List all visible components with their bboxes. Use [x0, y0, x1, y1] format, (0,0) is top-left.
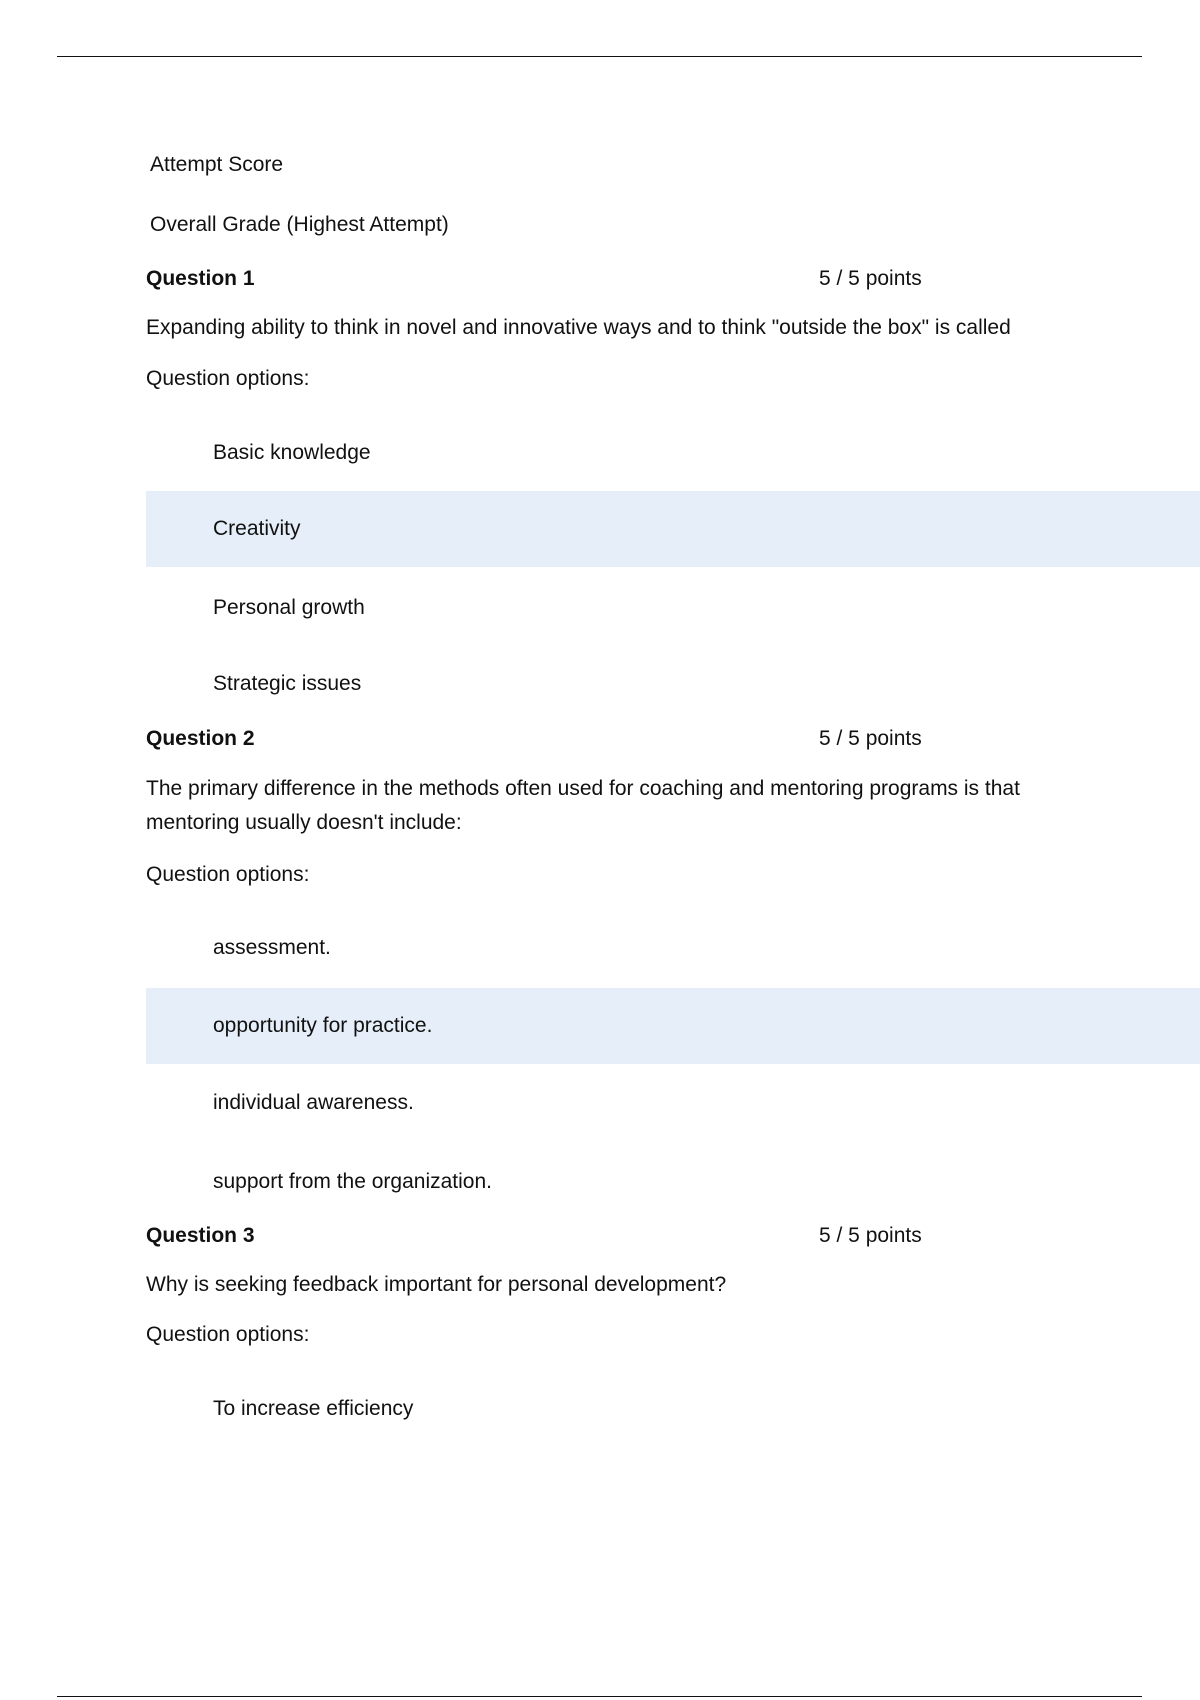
question-2-heading: Question 2 [146, 727, 255, 750]
question-1-heading: Question 1 [146, 267, 255, 290]
question-2-points: 5 / 5 points [819, 727, 922, 750]
question-2-text: The primary difference in the methods often used for coaching and mentoring programs is that mentoring usually doesn't include: [146, 777, 1020, 834]
option-label: Strategic issues [213, 672, 362, 695]
option-label: To increase efficiency [213, 1397, 414, 1420]
question-3-heading: Question 3 [146, 1224, 255, 1247]
question-1-options-label: Question options: [146, 367, 310, 390]
question-1-option-3[interactable] [146, 570, 1200, 646]
question-1-text: Expanding ability to think in novel and innovative ways and to think "outside the box" is called [146, 316, 1011, 339]
question-1-points: 5 / 5 points [819, 267, 922, 290]
question-3-points: 5 / 5 points [819, 1224, 922, 1247]
option-label: Creativity [213, 517, 301, 540]
overall-grade-label: Overall Grade (Highest Attempt) [150, 213, 449, 236]
top-rule [57, 56, 1142, 57]
question-3-text: Why is seeking feedback important for personal development? [146, 1273, 727, 1296]
question-2-option-4[interactable] [146, 1144, 1200, 1220]
question-3-options-label: Question options: [146, 1323, 310, 1346]
question-3-option-1[interactable] [146, 1371, 1200, 1447]
option-label: opportunity for practice. [213, 1014, 433, 1037]
option-label: Personal growth [213, 596, 365, 619]
option-label: individual awareness. [213, 1091, 414, 1114]
bottom-rule [57, 1696, 1142, 1697]
question-2-option-1[interactable] [146, 910, 1200, 986]
question-2-option-2-selected[interactable] [146, 988, 1200, 1064]
question-1-option-4[interactable] [146, 646, 1200, 722]
question-1-option-2-selected[interactable] [146, 491, 1200, 567]
option-label: support from the organization. [213, 1170, 492, 1193]
attempt-score-label: Attempt Score [150, 153, 284, 176]
question-2-option-3[interactable] [146, 1065, 1200, 1141]
option-label: Basic knowledge [213, 441, 371, 464]
question-1-option-1[interactable] [146, 415, 1200, 491]
option-label: assessment. [213, 936, 331, 959]
question-2-options-label: Question options: [146, 863, 310, 886]
